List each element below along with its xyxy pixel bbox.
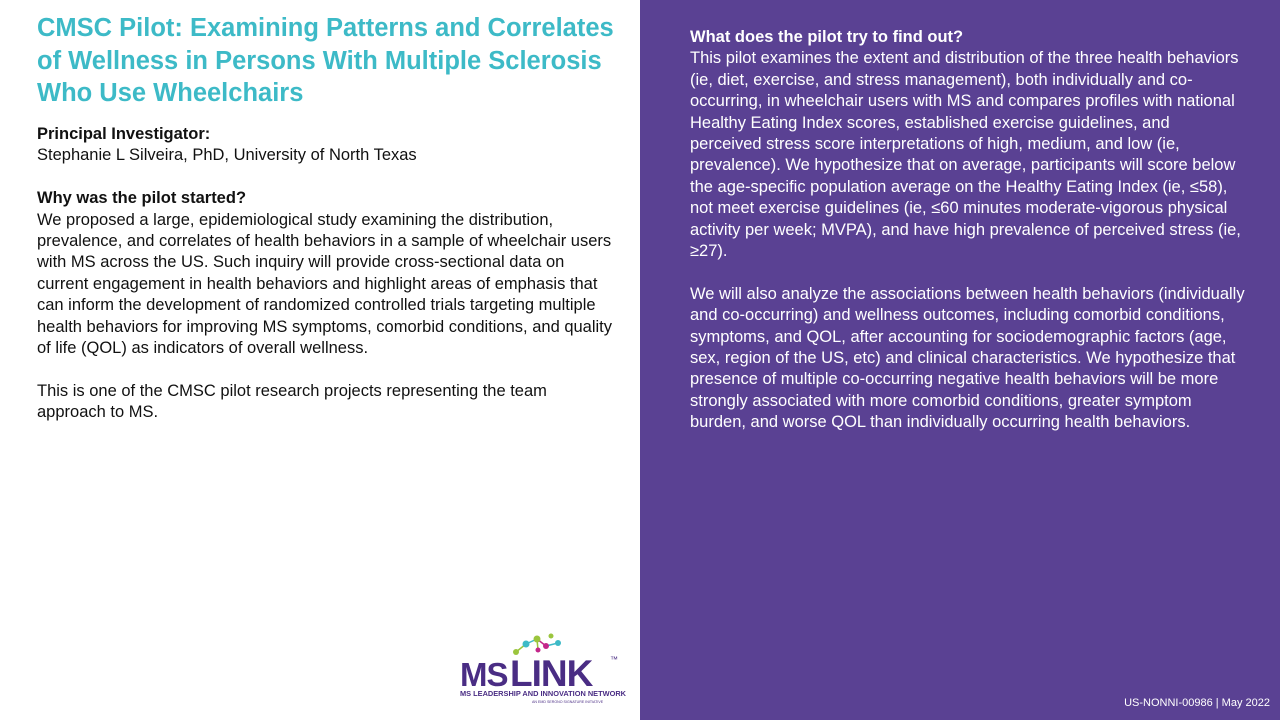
right-column bbox=[690, 27, 1245, 434]
page-title: CMSC Pilot: Examining Patterns and Correlates of Wellness in Persons With Multiple Sclerosis Who Use Wheelchairs bbox=[37, 14, 614, 107]
why-started-heading: Why was the pilot started? bbox=[37, 189, 247, 208]
spacer bbox=[690, 262, 1245, 283]
left-column bbox=[37, 124, 617, 424]
what-find-out-text: This pilot examines the extent and distribution of the three health behaviors (ie, diet, exercise, and stress management), both individually and co-occurring, in wheelchair users with MS and compares profiles with national Healthy Eating Index scores, established exercise guidelines, and perceived stress score interpretations of high, medium, and low (ie, prevalence). We hypothesize that on average, participants will score below the age-specific population average on the Healthy Eating Index (ie, ≤58), not meet exercise guidelines (ie, ≤60 minutes moderate-vigorous physical activity per week; MVPA), and have high prevalence of perceived stress (ie, ≥27). bbox=[690, 49, 1241, 261]
principal-investigator-heading: Principal Investigator: bbox=[37, 125, 211, 143]
logo-link: LINK bbox=[510, 653, 593, 694]
footer-code: US-NONNI-00986 | May 2022 bbox=[1124, 697, 1270, 709]
logo-ms: MS bbox=[460, 656, 508, 693]
principal-investigator-text: Stephanie L Silveira, PhD, University of North Texas bbox=[37, 146, 417, 165]
what-find-out-heading: What does the pilot try to find out? bbox=[690, 28, 964, 46]
logo-dots bbox=[513, 634, 561, 656]
why-started-text: We proposed a large, epidemiological study examining the distribution, prevalence, and correlates of health behaviors in a sample of wheelchair users with MS across the US. Such inquiry will provide cross-sectional data on current engagement in health behaviors and highlight areas of emphasis that can inform the development of randomized controlled trials targeting multiple health behaviors for improving MS symptoms, comorbid conditions, and quality of life (QOL) as indicators of overall wellness. bbox=[37, 210, 613, 358]
logo-subtag: AN EMD SERONO SIGNATURE INITIATIVE bbox=[532, 700, 604, 704]
analysis-text: We will also analyze the associations between health behaviors (individually and co-occurring) and wellness outcomes, including comorbid conditions, symptoms, and QOL, after accounting for sociodemographic factors (age, sex, region of the US, etc) and clinical characteristics. We hypothesize that presence of multiple co-occurring negative health behaviors will be more strongly associated with more comorbid conditions, greater symptom burden, and worse QOL than individually occurring health behaviors. bbox=[690, 284, 1245, 432]
closing-text: This is one of the CMSC pilot research projects representing the team approach to MS. bbox=[37, 381, 547, 422]
logo-tagline: MS LEADERSHIP AND INNOVATION NETWORK bbox=[460, 689, 627, 698]
spacer bbox=[37, 167, 617, 188]
mslink-logo bbox=[458, 632, 628, 708]
spacer bbox=[37, 359, 617, 380]
logo-trademark: ™ bbox=[610, 655, 618, 664]
